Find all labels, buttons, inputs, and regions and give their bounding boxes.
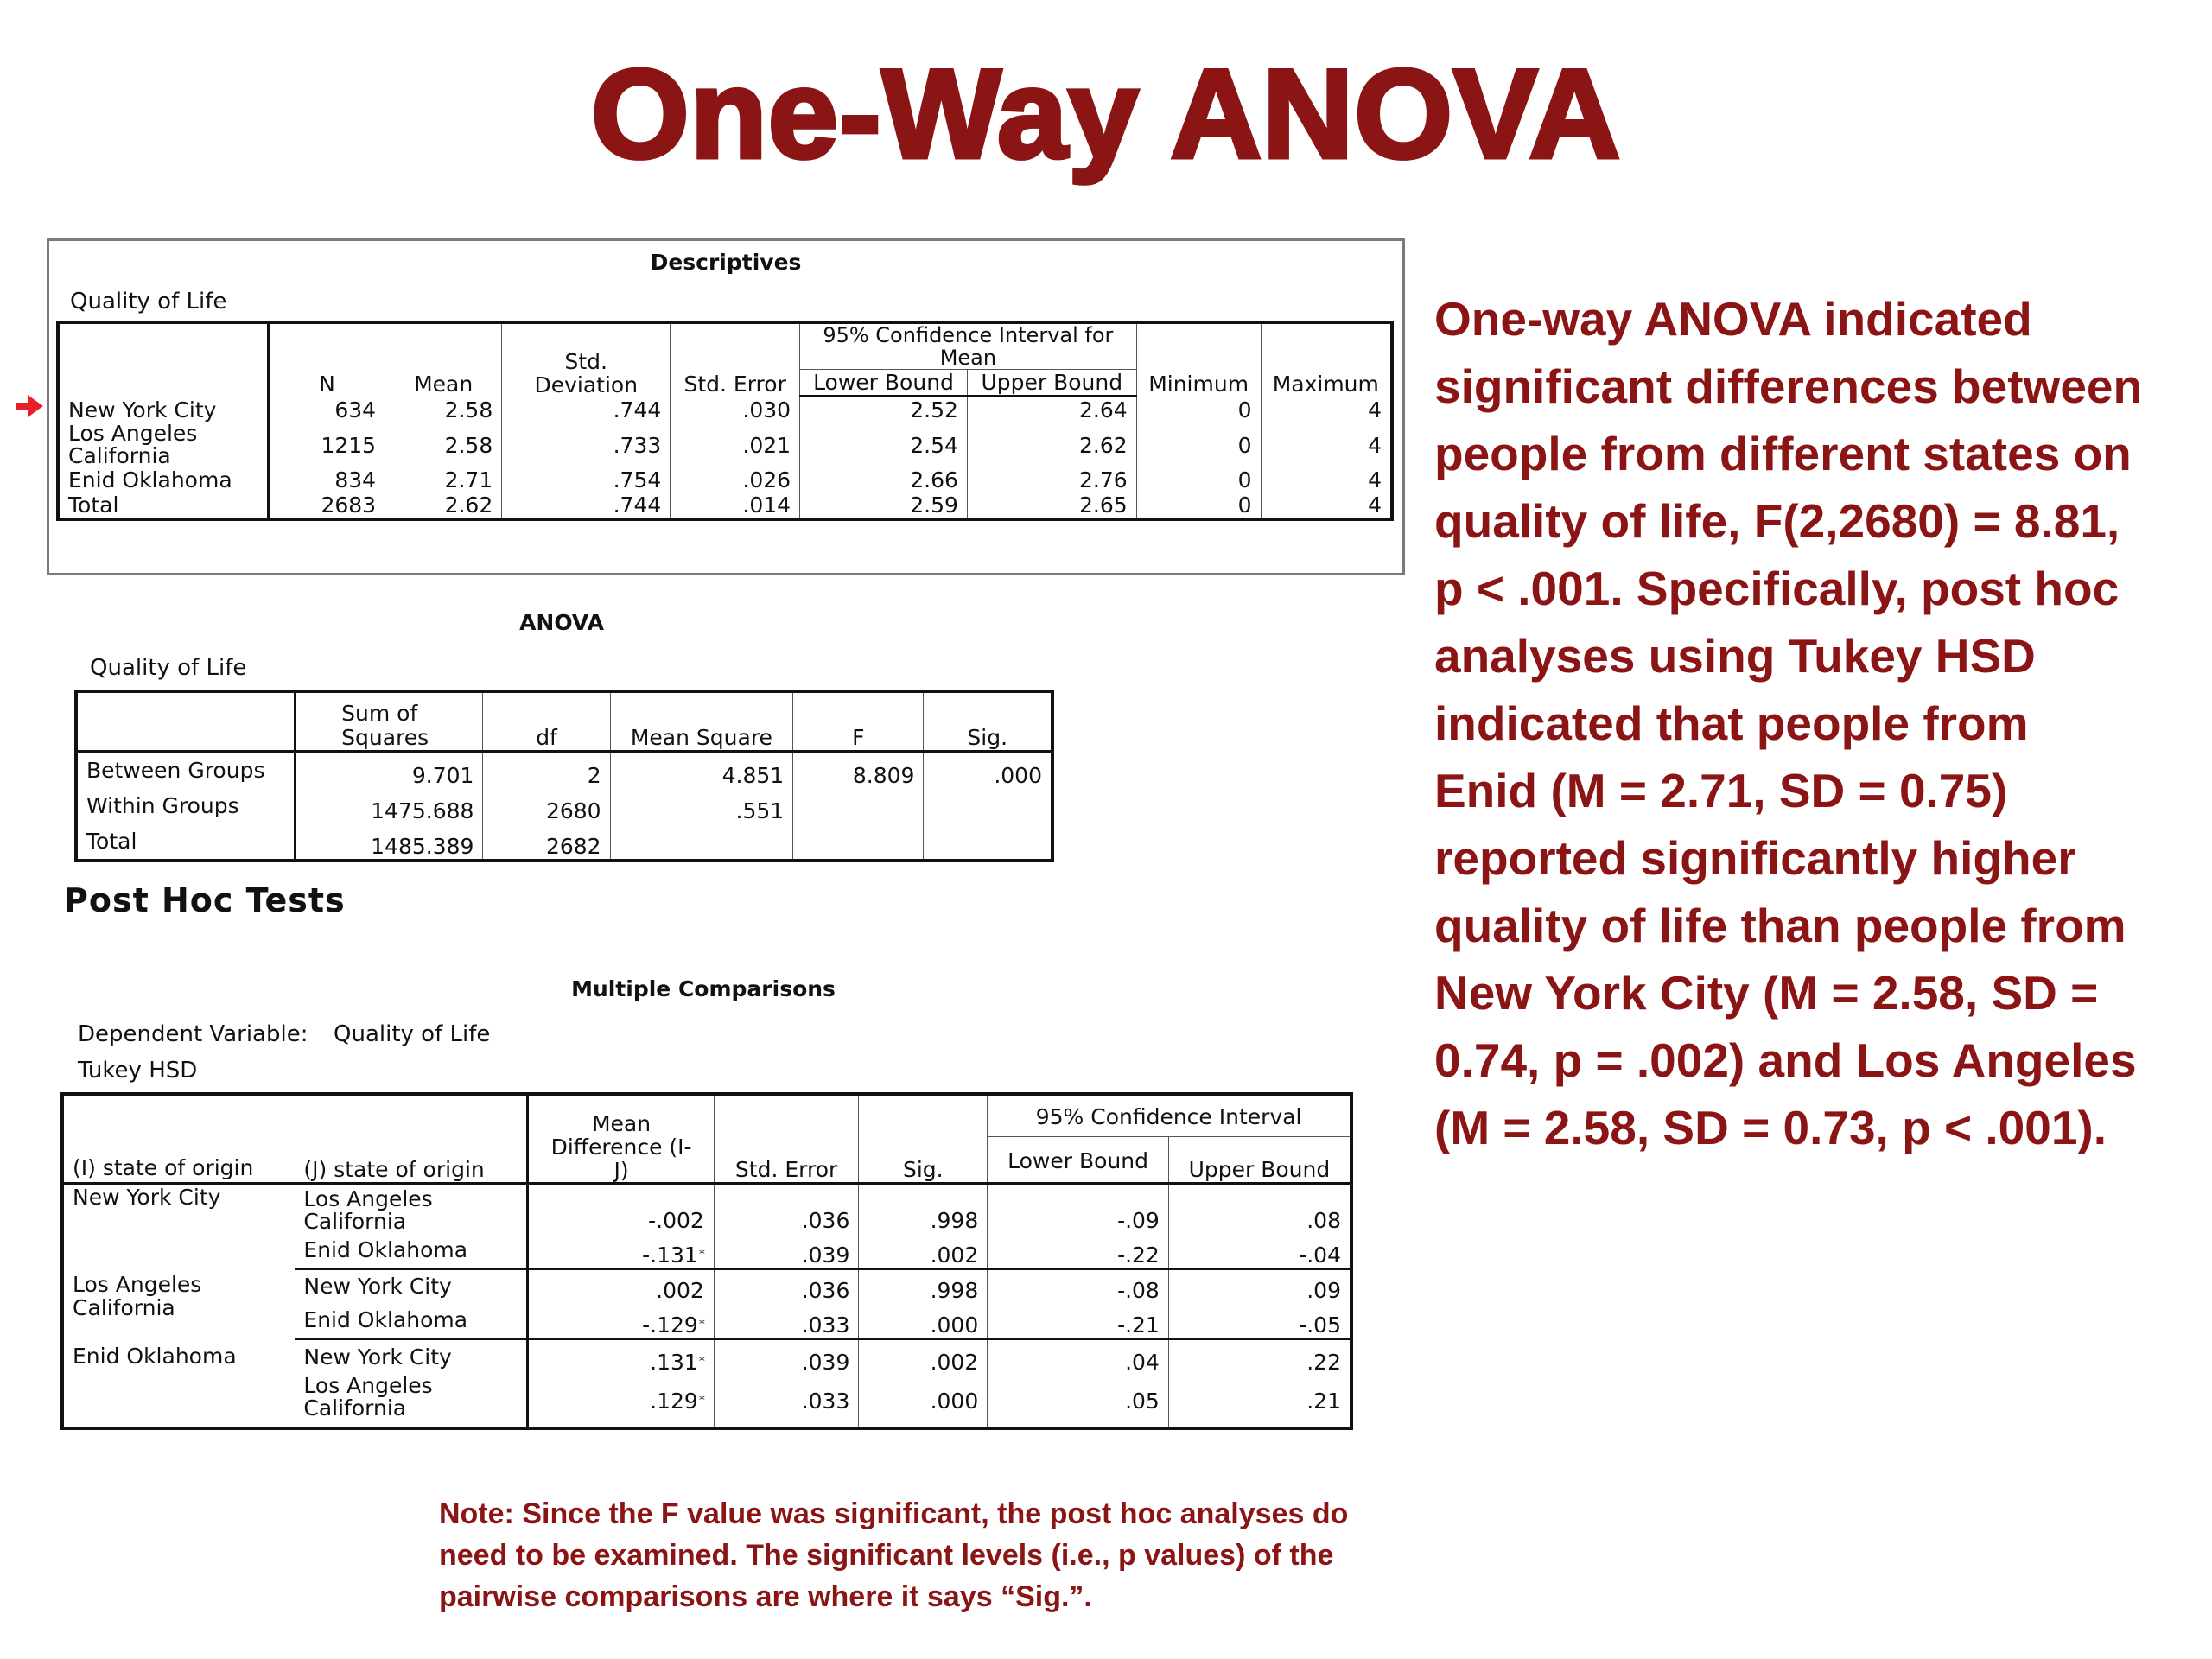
mc-row-j: Enid Oklahoma xyxy=(295,1303,527,1339)
descriptives-cell-ub: 2.65 xyxy=(967,493,1136,519)
mc-col-i: (I) state of origin xyxy=(73,1155,254,1180)
descriptives-cell-mean: 2.62 xyxy=(385,493,502,519)
mc-cell-md-value: .002 xyxy=(656,1278,704,1303)
summary-line: quality of life than people from xyxy=(1434,899,2126,952)
descriptives-cell-ub: 2.64 xyxy=(967,397,1136,423)
descriptives-cell-n: 2683 xyxy=(268,493,385,519)
anova-col-ss-line1: Sum of xyxy=(341,701,418,726)
mc-col-ci: 95% Confidence Interval xyxy=(988,1094,1351,1137)
mc-cell-lb: -.21 xyxy=(988,1303,1169,1339)
descriptives-cell-n: 634 xyxy=(268,397,385,423)
mc-cell-sig: .002 xyxy=(859,1339,988,1376)
descriptives-cell-se: .030 xyxy=(671,397,800,423)
summary-line: indicated that people from xyxy=(1434,696,2029,750)
mc-cell-se: .036 xyxy=(714,1184,859,1234)
mc-cell-se: .033 xyxy=(714,1375,859,1428)
mc-row-i-line2: California xyxy=(73,1294,175,1320)
anova-cell-f xyxy=(793,823,924,861)
mc-cell-md xyxy=(528,1339,715,1376)
descriptives-cell-lb: 2.52 xyxy=(800,397,968,423)
anova-cell-df: 2 xyxy=(483,752,610,789)
anova-col-f: F xyxy=(793,691,924,752)
mc-cell-se: .039 xyxy=(714,1233,859,1269)
anova-corner xyxy=(76,691,296,752)
descriptives-cell-max: 4 xyxy=(1368,432,1382,458)
descriptives-row-label xyxy=(58,423,268,467)
anova-col-df: df xyxy=(483,691,610,752)
mc-cell-md-value: -.002 xyxy=(648,1208,704,1233)
descriptives-col-sd-line1: Std. xyxy=(564,348,607,374)
anova-row xyxy=(76,788,1052,823)
anova-row-label: Within Groups xyxy=(76,788,296,823)
mc-cell-md-value: -.131 xyxy=(642,1243,698,1268)
descriptives-variable: Quality of Life xyxy=(70,289,227,315)
mc-cell-md-value: .131 xyxy=(650,1350,698,1375)
note-line: need to be examined. The significant levels (i.e., p values) of the xyxy=(439,1539,1334,1572)
descriptives-cell-mean: 2.58 xyxy=(385,423,502,467)
mc-col-lower: Lower Bound xyxy=(988,1137,1169,1182)
mc-cell-ub: .09 xyxy=(1306,1278,1341,1303)
mc-cell-ub: -.05 xyxy=(1168,1303,1351,1339)
descriptives-col-upper: Upper Bound xyxy=(967,370,1136,397)
descriptives-cell-se: .021 xyxy=(671,423,800,467)
descriptives-col-min: Minimum xyxy=(1136,322,1261,397)
mc-cell-se: .036 xyxy=(714,1269,859,1304)
mc-cell-lb: -.08 xyxy=(988,1269,1169,1304)
mc-col-md-line2: Difference (I- xyxy=(550,1135,692,1160)
mc-row-j: Enid Oklahoma xyxy=(295,1233,527,1269)
descriptives-row-label: Total xyxy=(58,493,268,519)
descriptives-cell-ub: 2.62 xyxy=(967,423,1136,467)
descriptives-cell-sd: .744 xyxy=(502,493,671,519)
mc-cell-md-value: .129 xyxy=(650,1388,698,1414)
mc-row-j-line2: California xyxy=(303,1395,407,1421)
mc-row xyxy=(62,1184,1351,1234)
descriptives-col-mean: Mean xyxy=(385,322,502,397)
descriptives-col-sd xyxy=(502,322,671,397)
mc-row-i-line1: Los Angeles xyxy=(73,1271,202,1297)
note-line: pairwise comparisons are where it says “Sig.”. xyxy=(439,1580,1092,1613)
anova-row xyxy=(76,752,1052,789)
descriptives-cell-mean: 2.71 xyxy=(385,467,502,493)
anova-variable: Quality of Life xyxy=(90,655,247,681)
descriptives-col-ci-line2: Mean xyxy=(939,346,997,370)
summary-line: reported significantly higher xyxy=(1434,831,2076,885)
anova-cell-ss: 1485.389 xyxy=(296,823,483,861)
mc-cell-lb: .05 xyxy=(988,1375,1169,1428)
anova-col-ss-line2: Squares xyxy=(341,725,429,750)
multiple-comparisons-table xyxy=(60,1092,1353,1430)
anova-cell-ms: 4.851 xyxy=(610,752,793,789)
summary-line: 0.74, p = .002) and Los Angeles xyxy=(1434,1033,2137,1087)
descriptives-col-lower: Lower Bound xyxy=(800,370,968,397)
summary-line: people from different states on xyxy=(1434,427,2132,480)
descriptives-cell-min: 0 xyxy=(1136,423,1261,467)
anova-table xyxy=(74,690,1054,862)
anova-cell-sig xyxy=(924,788,1052,823)
mc-cell-lb: .04 xyxy=(988,1339,1169,1376)
anova-row xyxy=(76,823,1052,861)
mc-row-j: New York City xyxy=(295,1339,527,1376)
mc-cell-sig: .998 xyxy=(859,1269,988,1304)
dependent-variable-value: Quality of Life xyxy=(334,1021,491,1047)
descriptives-cell-min: 0 xyxy=(1136,397,1261,423)
descriptives-cell-max: 4 xyxy=(1368,467,1382,493)
anova-cell-df: 2680 xyxy=(483,788,610,823)
mc-cell-lb: -.22 xyxy=(988,1233,1169,1269)
summary-line: analyses using Tukey HSD xyxy=(1434,629,2036,683)
mc-cell-md-star: * xyxy=(698,1318,705,1332)
descriptives-panel xyxy=(47,238,1405,575)
mc-cell-sig: .002 xyxy=(859,1233,988,1269)
mc-col-md xyxy=(528,1094,715,1182)
descriptives-cell-n: 1215 xyxy=(268,423,385,467)
descriptives-row-label: Enid Oklahoma xyxy=(58,467,268,493)
mc-row-j xyxy=(295,1184,527,1234)
anova-cell-ms xyxy=(610,823,793,861)
descriptives-col-ci-line1: 95% Confidence Interval for xyxy=(823,323,1114,347)
anova-cell-f: 8.809 xyxy=(793,752,924,789)
descriptives-cell-lb: 2.54 xyxy=(800,423,968,467)
multiple-comparisons-caption: Multiple Comparisons xyxy=(571,976,836,1001)
mc-cell-sig: .000 xyxy=(859,1375,988,1428)
mc-cell-md xyxy=(528,1269,715,1304)
anova-col-ss xyxy=(296,691,483,752)
mc-cell-md-star: * xyxy=(698,1355,705,1369)
mc-cell-sig: .000 xyxy=(859,1303,988,1339)
descriptives-cell-lb: 2.66 xyxy=(800,467,968,493)
mc-cell-md xyxy=(528,1375,715,1428)
note-line: Note: Since the F value was significant, the post hoc analyses do xyxy=(439,1497,1349,1530)
descriptives-col-ci xyxy=(800,322,1137,370)
descriptives-cell-se: .014 xyxy=(671,493,800,519)
note-paragraph xyxy=(439,1493,1389,1618)
mc-cell-md-star: * xyxy=(698,1393,705,1408)
mc-cell-md-star: * xyxy=(698,1248,705,1262)
anova-row-label: Between Groups xyxy=(76,752,296,789)
post-hoc-heading: Post Hoc Tests xyxy=(64,881,346,919)
descriptives-corner xyxy=(58,322,268,397)
descriptives-cell-mean: 2.58 xyxy=(385,397,502,423)
slide-title: One-Way ANOVA xyxy=(591,43,1621,184)
descriptives-caption: Descriptives xyxy=(650,250,802,275)
descriptives-row-label-line1: Los Angeles xyxy=(68,421,198,446)
mc-row-j-line1: Los Angeles xyxy=(303,1186,433,1211)
mc-cell-md-value: -.129 xyxy=(642,1313,698,1338)
anova-cell-sig xyxy=(924,823,1052,861)
mc-col-upper: Upper Bound xyxy=(1188,1157,1331,1182)
mc-col-sig: Sig. xyxy=(859,1094,988,1182)
descriptives-cell-max: 4 xyxy=(1368,397,1382,423)
mc-cell-md xyxy=(528,1303,715,1339)
mc-cell-ub: .08 xyxy=(1306,1208,1341,1233)
descriptives-row xyxy=(58,467,1392,493)
descriptives-cell-n: 834 xyxy=(268,467,385,493)
mc-row-j xyxy=(295,1375,527,1428)
mc-col-md-line1: Mean xyxy=(591,1111,652,1136)
anova-cell-ms: .551 xyxy=(610,788,793,823)
anova-row-label: Total xyxy=(76,823,296,861)
mc-cell-md xyxy=(528,1233,715,1269)
mc-row-i xyxy=(62,1269,295,1339)
anova-cell-f xyxy=(793,788,924,823)
summary-line: (M = 2.58, SD = 0.73, p < .001). xyxy=(1434,1101,2107,1154)
mc-cell-ub: -.04 xyxy=(1168,1233,1351,1269)
summary-line: New York City (M = 2.58, SD = xyxy=(1434,966,2099,1020)
summary-paragraph xyxy=(1434,285,2195,1161)
anova-cell-sig: .000 xyxy=(994,763,1042,788)
descriptives-col-n: N xyxy=(268,322,385,397)
descriptives-row xyxy=(58,397,1392,423)
descriptives-row xyxy=(58,493,1392,519)
descriptives-row-label: New York City xyxy=(58,397,268,423)
post-hoc-method: Tukey HSD xyxy=(78,1058,198,1084)
summary-line: significant differences between xyxy=(1434,359,2143,413)
mc-cell-lb: -.09 xyxy=(988,1184,1169,1234)
mc-row-i: Enid Oklahoma xyxy=(73,1343,237,1369)
mc-cell-se: .033 xyxy=(714,1303,859,1339)
mc-row xyxy=(62,1269,1351,1304)
anova-col-ms: Mean Square xyxy=(610,691,793,752)
descriptives-cell-se: .026 xyxy=(671,467,800,493)
descriptives-col-max: Maximum xyxy=(1272,371,1379,397)
descriptives-col-se: Std. Error xyxy=(671,322,800,397)
anova-cell-df: 2682 xyxy=(483,823,610,861)
mc-row xyxy=(62,1339,1351,1376)
summary-line: quality of life, F(2,2680) = 8.81, xyxy=(1434,494,2120,548)
mc-row-i: New York City xyxy=(73,1185,221,1210)
descriptives-row-label-line2: California xyxy=(68,443,171,468)
descriptives-cell-lb: 2.59 xyxy=(800,493,968,519)
descriptives-table xyxy=(56,321,1394,521)
descriptives-col-sd-line2: Deviation xyxy=(534,372,639,397)
descriptives-cell-sd: .733 xyxy=(502,423,671,467)
anova-col-sig: Sig. xyxy=(924,691,1052,752)
mc-cell-se: .039 xyxy=(714,1339,859,1376)
summary-line: p < .001. Specifically, post hoc xyxy=(1434,562,2120,615)
mc-row-j-line2: California xyxy=(303,1209,407,1234)
summary-line: Enid (M = 2.71, SD = 0.75) xyxy=(1434,764,2008,817)
descriptives-cell-sd: .754 xyxy=(502,467,671,493)
mc-col-se: Std. Error xyxy=(714,1094,859,1182)
mc-cell-md xyxy=(528,1184,715,1234)
descriptives-cell-min: 0 xyxy=(1136,467,1261,493)
descriptives-cell-min: 0 xyxy=(1136,493,1261,519)
mc-cell-sig: .998 xyxy=(859,1184,988,1234)
dependent-variable-label: Dependent Variable: xyxy=(78,1021,308,1047)
anova-caption: ANOVA xyxy=(519,610,604,635)
anova-cell-ss: 1475.688 xyxy=(296,788,483,823)
mc-cell-ub: .21 xyxy=(1306,1388,1341,1414)
descriptives-cell-ub: 2.76 xyxy=(967,467,1136,493)
mc-cell-ub: .22 xyxy=(1306,1350,1341,1375)
summary-line: One-way ANOVA indicated xyxy=(1434,292,2032,346)
mc-row-j: New York City xyxy=(295,1269,527,1304)
arrow-right-icon xyxy=(16,393,43,419)
mc-col-j: (J) state of origin xyxy=(295,1094,527,1182)
descriptives-cell-sd: .744 xyxy=(502,397,671,423)
anova-cell-ss: 9.701 xyxy=(296,752,483,789)
mc-col-md-line3: J) xyxy=(613,1158,629,1183)
descriptives-cell-max: 4 xyxy=(1368,493,1382,518)
mc-row-j-line1: Los Angeles xyxy=(303,1373,433,1398)
descriptives-row xyxy=(58,423,1392,467)
